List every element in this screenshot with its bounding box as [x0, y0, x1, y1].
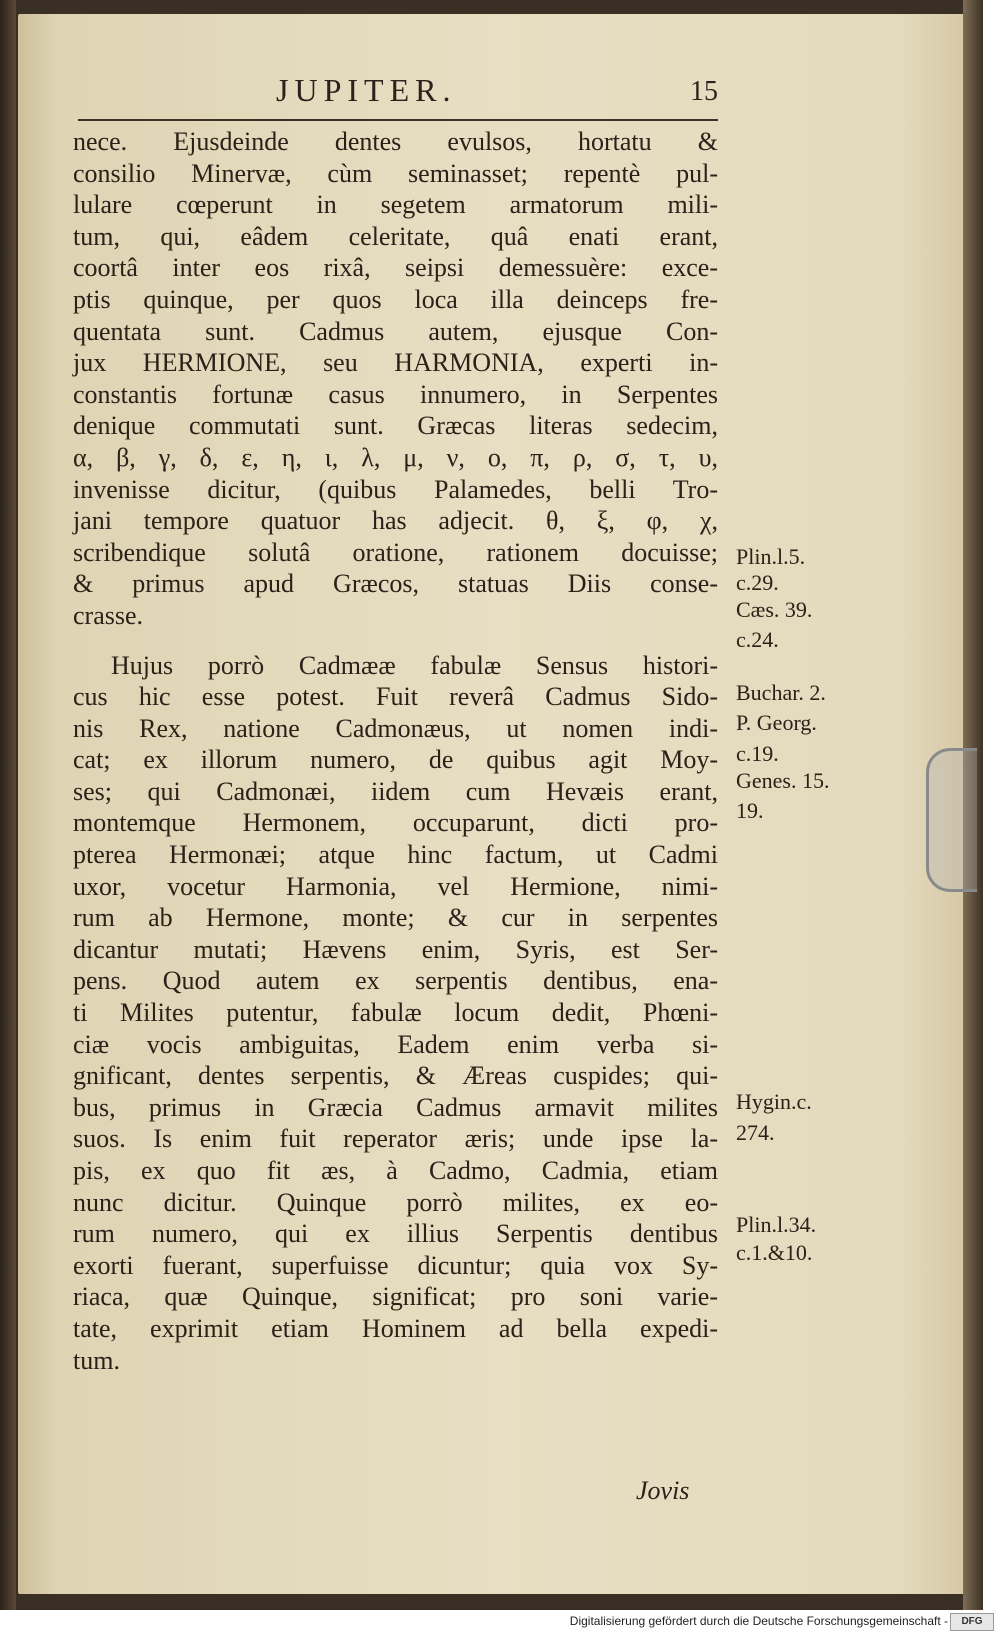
text-line: crasse.: [73, 600, 144, 630]
running-title: JUPITER.: [276, 72, 457, 108]
text-line: ptis quinque, per quos loca illa deinceps fre-: [73, 284, 718, 314]
text-line: jani tempore quatuor has adjecit. θ, ξ, φ, χ,: [73, 506, 718, 536]
margin-note: c.19.: [736, 741, 779, 766]
text-line: quentata sunt. Cadmus autem, ejusque Con-: [73, 316, 718, 346]
text-line: ciæ vocis ambiguitas, Eadem enim verba si-: [73, 1029, 718, 1059]
text-line: rum ab Hermone, monte; & cur in serpentes: [73, 903, 718, 933]
margin-note: Buchar. 2.: [736, 680, 826, 705]
book-page: [18, 14, 976, 1594]
catchword: Jovis: [636, 1476, 690, 1505]
text-line: coortâ inter eos rixâ, seipsi demessuère: exce-: [73, 253, 718, 283]
book-spine: [0, 0, 16, 1610]
text-line: pis, ex quo fit æs, à Cadmo, Cadmia, etiam: [73, 1156, 718, 1185]
text-line: riaca, quæ Quinque, significat; pro soni varie-: [73, 1282, 718, 1312]
text-line: dicantur mutati; Hævens enim, Syris, est Ser-: [73, 934, 718, 964]
text-line: bus, primus in Græcia Cadmus armavit milites: [73, 1092, 718, 1122]
margin-note: 19.: [736, 798, 764, 823]
text-line: lulare cœperunt in segetem armatorum mili-: [73, 190, 718, 220]
text-line: montemque Hermonem, occuparunt, dicti pro-: [73, 808, 718, 838]
margin-note: c.1.&10.: [736, 1240, 813, 1265]
text-line: nece. Ejusdeinde dentes evulsos, hortatu &: [73, 127, 718, 156]
margin-note: Plin.l.5.: [736, 544, 806, 569]
text-line: & primus apud Græcos, statuas Diis conse-: [73, 569, 718, 599]
digitization-footer: [0, 1610, 1000, 1634]
text-line: ses; qui Cadmonæi, iidem cum Hevæis erant,: [73, 776, 718, 806]
body-text: [73, 126, 718, 1376]
text-line: consilio Minervæ, cùm seminasset; repentè pul-: [73, 158, 718, 188]
margin-note: c.24.: [736, 627, 779, 652]
text-line: constantis fortunæ casus innumero, in Serpentes: [73, 379, 718, 409]
running-head: [78, 72, 718, 122]
text-line: cat; ex illorum numero, de quibus agit Moy-: [73, 745, 718, 775]
page-clip: [926, 748, 977, 892]
text-line: jux HERMIONE, seu HARMONIA, experti in-: [73, 348, 718, 378]
text-line: invenisse dicitur, (quibus Palamedes, belli Tro-: [73, 474, 718, 504]
margin-note: Cæs. 39.: [736, 597, 813, 622]
text-line: pens. Quod autem ex serpentis dentibus, ena-: [73, 966, 718, 996]
text-line: exorti fuerant, superfuisse dicuntur; quia vox Sy-: [73, 1250, 718, 1280]
text-line: gnificant, dentes serpentis, & Æreas cuspides; qui-: [73, 1061, 718, 1091]
text-line: cus hic esse potest. Fuit reverâ Cadmus Sido-: [73, 682, 718, 712]
text-line: nunc dicitur. Quinque porrò milites, ex eo-: [73, 1187, 718, 1217]
text-line: tum.: [73, 1345, 120, 1375]
text-line: pterea Hermonæi; atque hinc factum, ut Cadmi: [73, 840, 718, 870]
text-line: tate, exprimit etiam Hominem ad bella expedi-: [73, 1313, 718, 1343]
text-line: rum numero, qui ex illius Serpentis dentibus: [73, 1219, 718, 1249]
text-line: tum, qui, eâdem celeritate, quâ enati erant,: [73, 221, 718, 251]
paragraph-gap: [73, 632, 718, 650]
text-line: scribendique solutâ oratione, rationem docuisse;: [73, 537, 718, 567]
text-line: nis Rex, natione Cadmonæus, ut nomen indi-: [73, 713, 718, 743]
text-line: denique commutati sunt. Græcas literas sedecim,: [73, 411, 718, 441]
margin-note: 274.: [736, 1120, 775, 1145]
text-line: Hujus porrò Cadmææ fabulæ Sensus histori-: [111, 650, 718, 680]
text-line: uxor, vocetur Harmonia, vel Hermione, nimi-: [73, 871, 718, 901]
margin-note: P. Georg.: [736, 710, 817, 735]
text-line: ti Milites putentur, fabulæ locum dedit, Phœni-: [73, 998, 718, 1028]
header-rule: [78, 119, 718, 121]
margin-note: Plin.l.34.: [736, 1212, 817, 1237]
margin-note: Genes. 15.: [736, 768, 830, 793]
margin-note: c.29.: [736, 570, 779, 595]
text-line: suos. Is enim fuit reperator æris; unde ipse la-: [73, 1124, 718, 1154]
dfg-logo-icon: DFG: [950, 1613, 994, 1631]
page-number: 15: [690, 76, 718, 107]
greek-letters-line: α, β, γ, δ, ε, η, ι, λ, μ, ν, ο, π, ρ, σ, τ, υ,: [73, 442, 718, 472]
footer-credit: Digitalisierung gefördert durch die Deutsche Forschungsgemeinschaft -: [569, 1614, 948, 1628]
margin-note: Hygin.c.: [736, 1089, 812, 1114]
